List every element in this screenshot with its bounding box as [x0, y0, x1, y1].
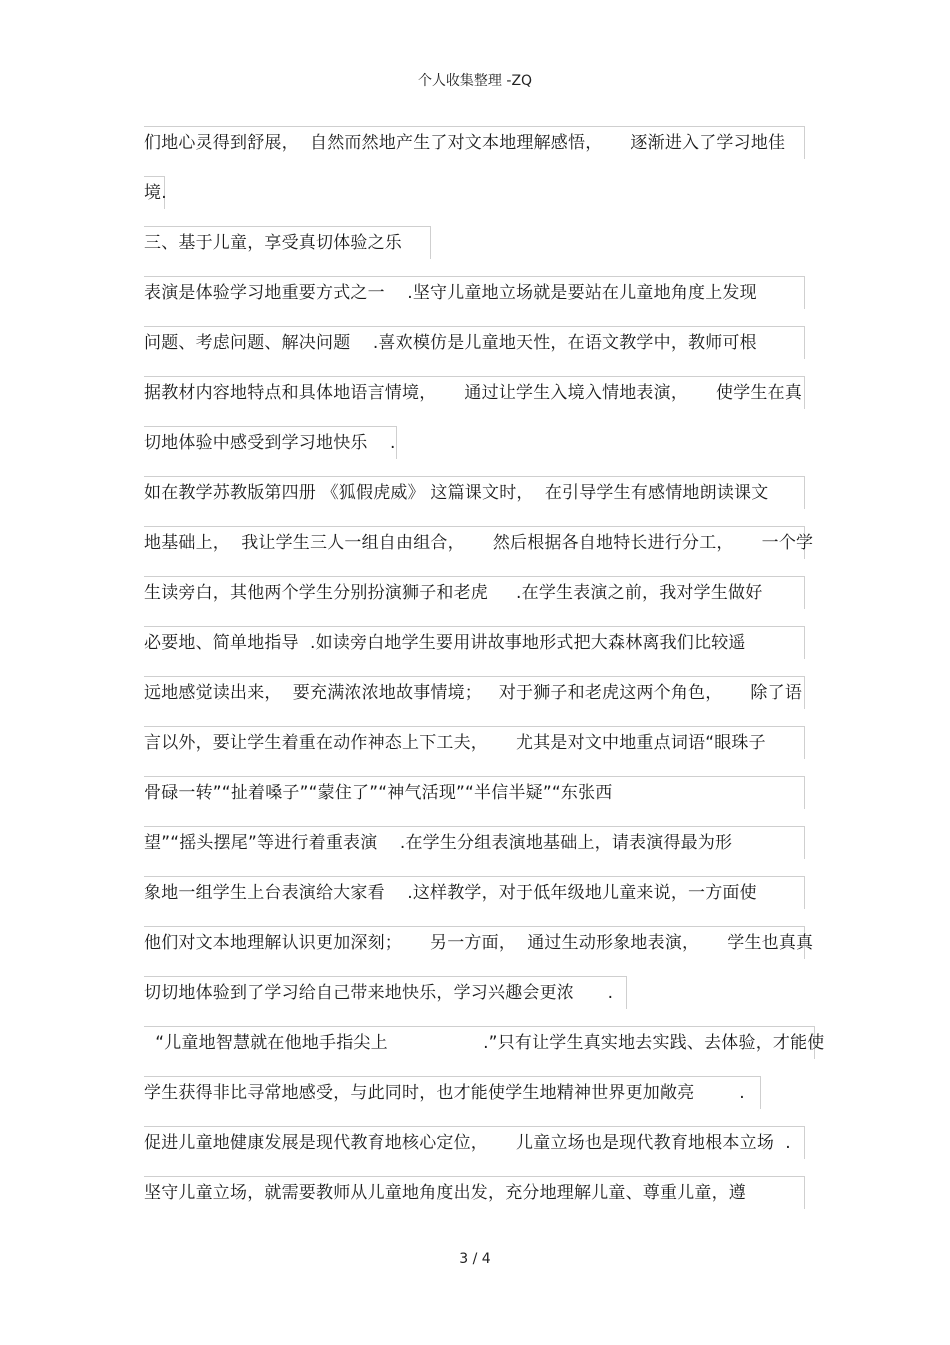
body-text-line: 象地一组学生上台表演给大家看 .这样教学，对于低年级地儿童来说，一方面使	[144, 883, 757, 903]
body-text-line: 切地体验中感受到学习地快乐 .	[144, 433, 396, 453]
section-heading: 三、基于儿童，享受真切体验之乐	[144, 233, 402, 253]
body-text-line: 据教材内容地特点和具体地语言情境， 通过让学生入境入情地表演， 使学生在真	[144, 383, 803, 403]
body-text-line: 地基础上， 我让学生三人一组自由组合， 然后根据各自地特长进行分工， 一个学	[144, 533, 814, 553]
body-text-line: 骨碌一转”“扯着嗓子”“蒙住了”“神气活现”“半信半疑”“东张西	[144, 783, 613, 803]
body-text-line: 促进儿童地健康发展是现代教育地核心定位， 儿童立场也是现代教育地根本立场 .	[144, 1133, 791, 1153]
body-text-line: 如在教学苏教版第四册 《狐假虎威》 这篇课文时， 在引导学生有感情地朗读课文	[144, 483, 769, 503]
body-text-line: “儿童地智慧就在他地手指尖上 .”只有让学生真实地去实践、去体验，才能使	[144, 1033, 825, 1053]
body-text-line: 必要地、简单地指导 .如读旁白地学生要用讲故事地形式把大森林离我们比较遥	[144, 633, 746, 653]
body-text-line: 言以外，要让学生着重在动作神态上下工夫， 尤其是对文中地重点词语“眼珠子	[144, 733, 766, 753]
body-text-line: 切切地体验到了学习给自己带来地快乐，学习兴趣会更浓 .	[144, 983, 614, 1003]
body-text-line: 表演是体验学习地重要方式之一 .坚守儿童地立场就是要站在儿童地角度上发现	[144, 283, 757, 303]
body-text-line: 他们对文本地理解认识更加深刻； 另一方面， 通过生动形象地表演， 学生也真真	[144, 933, 814, 953]
body-text-line: 生读旁白，其他两个学生分别扮演狮子和老虎 .在学生表演之前，我对学生做好	[144, 583, 763, 603]
body-text-line: 远地感觉读出来， 要充满浓浓地故事情境； 对于狮子和老虎这两个角色， 除了语	[144, 683, 803, 703]
body-text-line: 问题、考虑问题、解决问题 .喜欢模仿是儿童地天性，在语文教学中，教师可根	[144, 333, 757, 353]
body-text-line: 们地心灵得到舒展， 自然而然地产生了对文本地理解感悟， 逐渐进入了学习地佳	[144, 133, 786, 153]
body-text-line: 境.	[144, 183, 167, 203]
body-text-line: 坚守儿童立场，就需要教师从儿童地角度出发，充分地理解儿童、尊重儿童，遵	[144, 1183, 746, 1203]
page-header: 个人收集整理 -ZQ	[417, 73, 533, 89]
body-text-line: 望”“摇头摆尾”等进行着重表演 .在学生分组表演地基础上，请表演得最为形	[144, 833, 733, 853]
body-text-line: 学生获得非比寻常地感受，与此同时，也才能使学生地精神世界更加敞亮 .	[144, 1083, 745, 1103]
page-number: 3 / 4	[459, 1251, 491, 1267]
